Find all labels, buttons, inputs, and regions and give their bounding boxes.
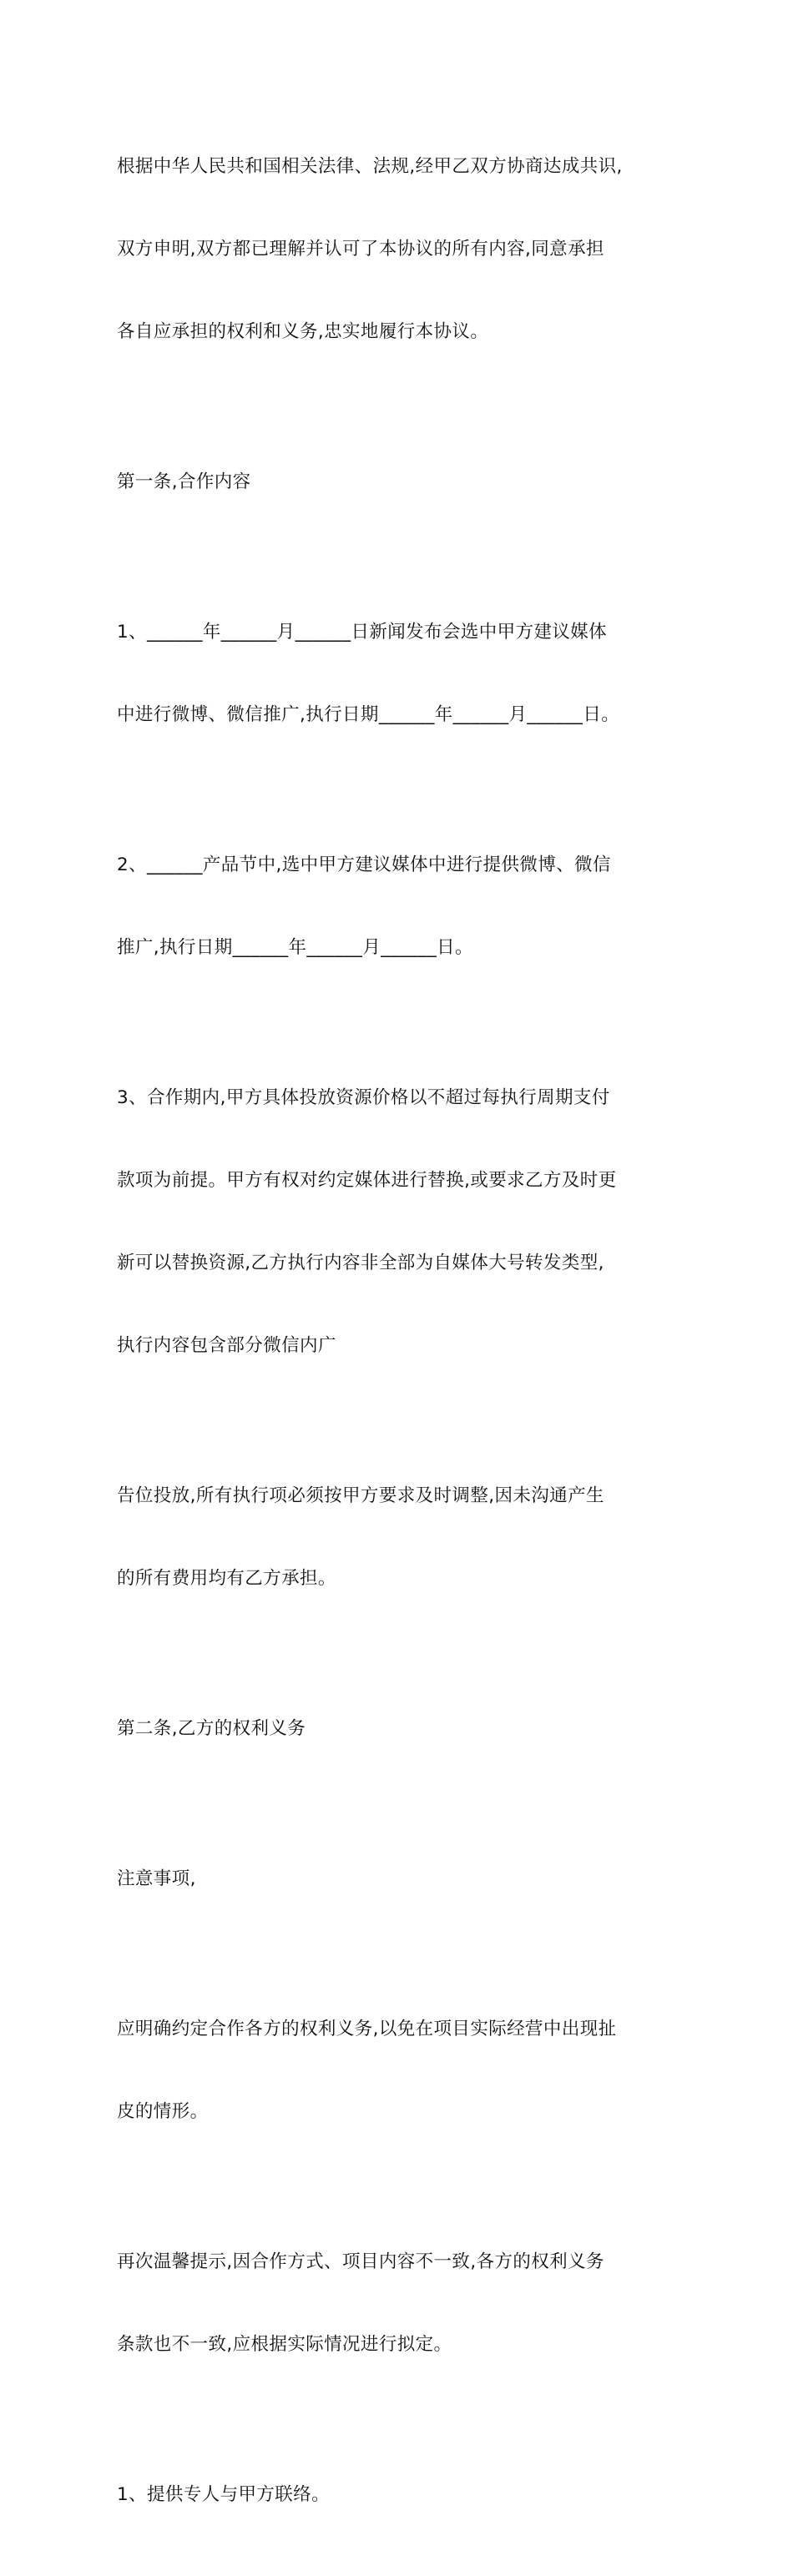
text-line: 的所有费用均有乙方承担。 — [117, 1568, 336, 1589]
text-line: 再次温馨提示,因合作方式、项目内容不一致,各方的权利义务 — [117, 2251, 604, 2272]
text-line: 1、______年______月______日新闻发布会选中甲方建议媒体 — [117, 622, 608, 643]
party-b-clause-1 — [117, 2426, 693, 2563]
notes-heading — [117, 1810, 693, 1948]
text-line: 应明确约定合作各方的权利义务,以免在项目实际经营中出现扯 — [117, 2019, 617, 2039]
text-line: 各自应承担的权利和义务,忠实地履行本协议。 — [117, 321, 489, 342]
text-line: 中进行微博、微信推广,执行日期______年______月______日。 — [117, 704, 620, 725]
text-line: 执行内容包含部分微信内广 — [117, 1335, 336, 1356]
text-line: 第一条,合作内容 — [117, 471, 251, 492]
text-line: 告位投放,所有执行项必须按甲方要求及时调整,因未沟通产生 — [117, 1485, 604, 1506]
text-line: 款项为前提。甲方有权对约定媒体进行替换,或要求乙方及时更 — [117, 1170, 617, 1191]
text-line: 2、______产品节中,选中甲方建议媒体中进行提供微博、微信 — [117, 854, 611, 875]
text-line: 推广,执行日期______年______月______日。 — [117, 937, 473, 958]
text-line: 条款也不一致,应根据实际情况进行拟定。 — [117, 2334, 452, 2355]
text-line: 根据中华人民共和国相关法律、法规,经甲乙双方协商达成共识, — [117, 156, 623, 177]
section-heading-article-2 — [117, 1660, 693, 1797]
text-line: 新可以替换资源,乙方执行内容非全部为自媒体大号转发类型, — [117, 1253, 604, 1273]
paragraph-preamble — [117, 98, 693, 401]
text-line: 注意事项, — [117, 1868, 196, 1889]
text-line: 第二条,乙方的权利义务 — [117, 1718, 306, 1739]
clause-3-continued — [117, 1427, 693, 1647]
text-line: 皮的情形。 — [117, 2101, 209, 2122]
note-paragraph-2 — [117, 2193, 693, 2413]
text-line: 双方申明,双方都已理解并认可了本协议的所有内容,同意承担 — [117, 239, 604, 260]
document-body — [117, 98, 693, 2576]
text-line: 1、提供专人与甲方联络。 — [117, 2484, 330, 2505]
clause-2 — [117, 796, 693, 1016]
note-paragraph-1 — [117, 1960, 693, 2180]
text-line: 3、合作期内,甲方具体投放资源价格以不超过每执行周期支付 — [117, 1087, 610, 1108]
clause-3 — [117, 1029, 693, 1414]
section-heading-article-1 — [117, 413, 693, 551]
clause-1 — [117, 563, 693, 784]
